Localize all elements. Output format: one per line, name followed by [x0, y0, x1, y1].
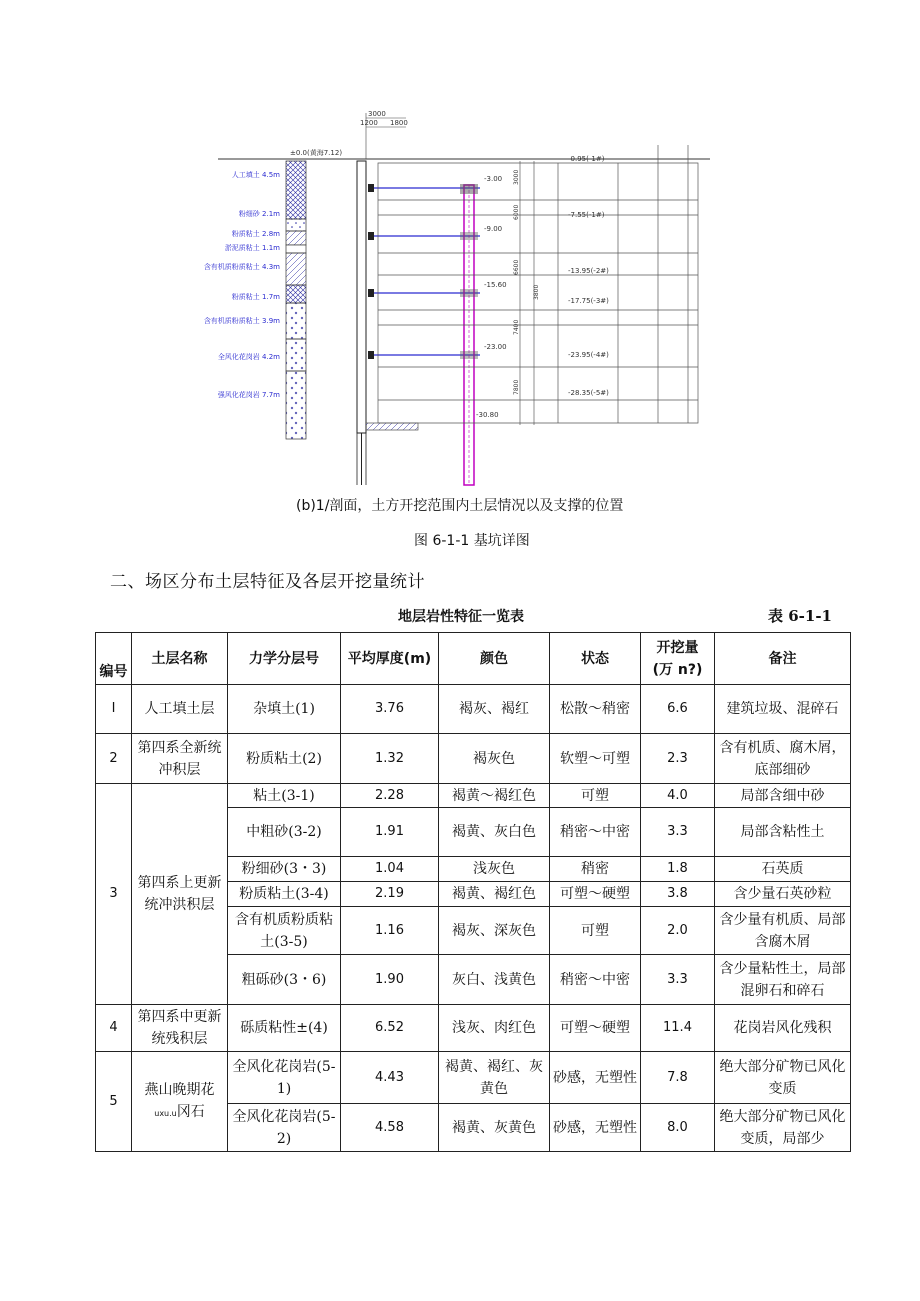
cell-thick: 2.28: [341, 784, 439, 808]
cell-color: 褐黄、褐红色: [439, 882, 550, 907]
strut-level-2: -15.60: [484, 281, 507, 289]
cell-mech: 粉质粘土(3-4): [228, 882, 341, 907]
header-color: 颜色: [439, 633, 550, 685]
layer-label-3: 淤泥质粘土 1.1m: [224, 244, 280, 252]
vertical-dimensions: [513, 161, 540, 425]
cell-thick: 4.43: [341, 1052, 439, 1104]
header-name: 土层名称: [132, 633, 228, 685]
table-header-row: [96, 633, 851, 685]
cell-volume: 6.6: [641, 685, 715, 734]
cell-thick: 1.91: [341, 808, 439, 857]
layer-label-1: 粉细砂 2.1m: [238, 210, 280, 218]
vdim-2: 6600: [513, 259, 520, 275]
group-no: 5: [96, 1052, 132, 1152]
floor-level-0: -0.95(-1#): [568, 155, 605, 163]
section-heading: 二、场区分布土层特征及各层开挖量统计: [110, 572, 425, 592]
excavation-section-drawing: [203, 105, 710, 490]
vdim-3: 3800: [533, 284, 540, 300]
cell-mech: 全风化花岗岩(5-2): [228, 1104, 341, 1152]
group-name: 第四系上更新统冲洪积层: [132, 784, 228, 1005]
level-zero: ±0.0(黄海7.12): [290, 149, 343, 157]
cell-note: 建筑垃圾、混碎石: [715, 685, 851, 734]
retaining-wall: [357, 161, 366, 485]
vdim-4: 7400: [513, 319, 520, 335]
cell-thick: 1.90: [341, 955, 439, 1005]
group-no: I: [96, 685, 132, 734]
figure-subcaption: (b)1/剖面，土方开挖范围内土层情况以及支撑的位置: [296, 498, 624, 514]
table-number: 表 6-1-1: [768, 607, 832, 625]
header-state: 状态: [550, 633, 641, 685]
header-thick: 平均厚度(m): [341, 633, 439, 685]
bottom-level: -30.80: [476, 411, 499, 419]
group-name-tail: 冈石: [176, 1103, 205, 1120]
cell-color: 褐灰、深灰色: [439, 907, 550, 955]
cell-mech: 砾质粘性±(4): [228, 1005, 341, 1052]
strut-levels: [476, 175, 507, 419]
cell-volume: 3.3: [641, 808, 715, 857]
cell-color: 浅灰、肉红色: [439, 1005, 550, 1052]
table-row: [96, 734, 851, 784]
header-volume-line1: 开挖量: [656, 639, 699, 656]
dim-top-0: 3000: [368, 110, 386, 118]
group-no: 3: [96, 784, 132, 1005]
borehole-column: [286, 161, 306, 439]
cell-state: 可塑～硬塑: [550, 1005, 641, 1052]
cell-thick: 4.58: [341, 1104, 439, 1152]
cell-color: 褐黄、灰黄色: [439, 1104, 550, 1152]
header-note: 备注: [715, 633, 851, 685]
cell-volume: 1.8: [641, 857, 715, 882]
cell-mech: 粉质粘土(2): [228, 734, 341, 784]
table-row: [96, 1052, 851, 1104]
floor-level-4: -23.95(-4#): [568, 351, 609, 359]
layer-labels: [204, 170, 280, 399]
strut-level-1: -9.00: [484, 225, 503, 233]
cell-volume: 8.0: [641, 1104, 715, 1152]
layer-label-2: 粉质粘土 2.8m: [231, 230, 280, 238]
floor-level-2: -13.95(-2#): [568, 267, 609, 275]
cell-mech: 粘土(3-1): [228, 784, 341, 808]
cell-color: 褐灰、褐红: [439, 685, 550, 734]
cell-thick: 1.32: [341, 734, 439, 784]
layer-label-8: 强风化花岗岩 7.7m: [217, 391, 280, 399]
strut-level-0: -3.00: [484, 175, 503, 183]
floor-level-5: -28.35(-5#): [568, 389, 609, 397]
cell-note: 绝大部分矿物已风化变质: [715, 1052, 851, 1104]
table-row: [96, 1005, 851, 1052]
cell-volume: 3.8: [641, 882, 715, 907]
layer-label-6: 含有机质粉质粘土 3.9m: [203, 317, 280, 325]
vdim-5: 7800: [513, 379, 520, 395]
cell-thick: 6.52: [341, 1005, 439, 1052]
cell-color: 褐黄、灰白色: [439, 808, 550, 857]
dim-top-2: 1800: [390, 119, 408, 127]
cell-color: 褐黄～褐红色: [439, 784, 550, 808]
cell-volume: 11.4: [641, 1005, 715, 1052]
dim-top-1: 1200: [360, 119, 378, 127]
cell-volume: 2.0: [641, 907, 715, 955]
group-name: [132, 1052, 228, 1152]
cell-note: 局部含细中砂: [715, 784, 851, 808]
group-name: 第四系中更新统残积层: [132, 1005, 228, 1052]
cell-thick: 1.04: [341, 857, 439, 882]
cell-mech: 全风化花岗岩(5-1): [228, 1052, 341, 1104]
table-row: [96, 784, 851, 808]
struts: [368, 184, 480, 359]
cell-note: 绝大部分矿物已风化变质，局部少: [715, 1104, 851, 1152]
strata-table: [95, 632, 851, 1152]
cell-color: 褐黄、褐红、灰黄色: [439, 1052, 550, 1104]
vdim-1: 6000: [513, 204, 520, 220]
cell-note: 花岗岩风化残积: [715, 1005, 851, 1052]
cell-volume: 7.8: [641, 1052, 715, 1104]
cell-mech: 粉细砂(3・3): [228, 857, 341, 882]
table-title: 地层岩性特征一览表: [398, 609, 524, 625]
floor-level-1: -7.55(-1#): [568, 211, 605, 219]
cell-state: 可塑～硬塑: [550, 882, 641, 907]
header-no: 编号: [96, 633, 132, 685]
cell-state: 软塑～可塑: [550, 734, 641, 784]
cell-state: 松散～稍密: [550, 685, 641, 734]
group-name: 第四系全新统冲积层: [132, 734, 228, 784]
table-row: [96, 685, 851, 734]
cell-note: 含有机质、腐木屑，底部细砂: [715, 734, 851, 784]
cell-state: 稍密: [550, 857, 641, 882]
cell-state: 可塑: [550, 784, 641, 808]
top-dimensions: [290, 110, 408, 159]
cell-thick: 1.16: [341, 907, 439, 955]
cell-note: 含少量粘性土，局部混卵石和碎石: [715, 955, 851, 1005]
group-no: 2: [96, 734, 132, 784]
cell-state: 稍密～中密: [550, 955, 641, 1005]
cell-note: 含少量石英砂粒: [715, 882, 851, 907]
floor-level-3: -17.75(-3#): [568, 297, 609, 305]
cell-color: 灰白、浅黄色: [439, 955, 550, 1005]
cell-mech: 中粗砂(3-2): [228, 808, 341, 857]
cell-volume: 3.3: [641, 955, 715, 1005]
layer-label-5: 粉质粘土 1.7m: [231, 293, 280, 301]
group-no: 4: [96, 1005, 132, 1052]
cell-color: 褐灰色: [439, 734, 550, 784]
cell-state: 砂感，无塑性: [550, 1052, 641, 1104]
king-post: [460, 184, 478, 485]
cell-thick: 3.76: [341, 685, 439, 734]
cell-note: 局部含粘性土: [715, 808, 851, 857]
strut-level-3: -23.00: [484, 343, 507, 351]
cell-state: 可塑: [550, 907, 641, 955]
layer-label-7: 全风化花岗岩 4.2m: [217, 353, 280, 361]
cell-mech: 粗砾砂(3・6): [228, 955, 341, 1005]
floor-levels: [568, 155, 609, 397]
header-volume: [641, 633, 715, 685]
cell-mech: 杂填土(1): [228, 685, 341, 734]
cell-color: 浅灰色: [439, 857, 550, 882]
group-name-main: 燕山晚期花: [144, 1081, 215, 1098]
figure-caption: 图 6-1-1 基坑详图: [414, 533, 530, 549]
cell-note: 石英质: [715, 857, 851, 882]
cell-mech: 含有机质粉质粘土(3-5): [228, 907, 341, 955]
vdim-0: 3000: [513, 169, 520, 185]
group-name: 人工填土层: [132, 685, 228, 734]
cell-note: 含少量有机质、局部含腐木屑: [715, 907, 851, 955]
cell-state: 稍密～中密: [550, 808, 641, 857]
group-name-sub: uxu.u: [154, 1108, 177, 1118]
layer-label-4: 含有机质粉质粘土 4.3m: [203, 263, 280, 271]
header-volume-line2: (万 n?): [652, 661, 703, 678]
header-mech: 力学分层号: [228, 633, 341, 685]
cell-state: 砂感，无塑性: [550, 1104, 641, 1152]
cell-thick: 2.19: [341, 882, 439, 907]
layer-label-0: 人工填土 4.5m: [231, 171, 280, 179]
cell-volume: 2.3: [641, 734, 715, 784]
cell-volume: 4.0: [641, 784, 715, 808]
